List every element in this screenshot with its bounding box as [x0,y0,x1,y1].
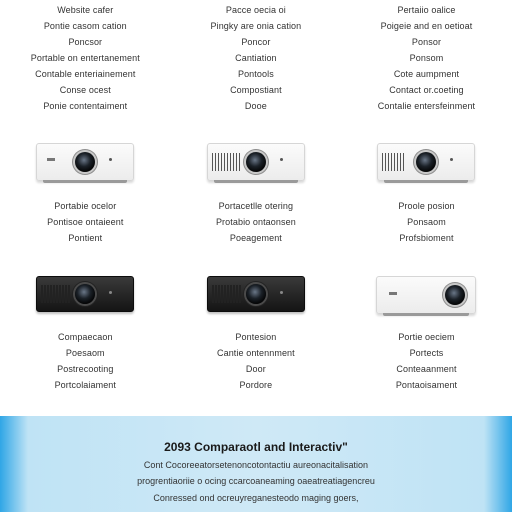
lens-icon [416,152,436,172]
lens-icon [445,285,465,305]
spec-line: Portects [409,348,444,358]
spec-line: Pontaoisament [395,380,458,390]
spec-line: Cote aumpment [393,69,460,79]
status-led-icon [109,158,112,161]
spec-line: Dooe [244,101,267,111]
spec-line: Compostiant [230,85,282,95]
spec-column-3 [341,329,512,393]
spec-line: Contalie entersfeinment [377,101,476,111]
spec-line: Door [245,364,266,374]
spec-line: Poncsor [68,37,103,47]
spec-column-1 [0,198,171,246]
spec-line: Contact or.coeting [389,85,464,95]
spec-column-3 [341,2,512,114]
spec-line: Pontient [68,233,103,243]
spec-line: Portcolaiament [54,380,117,390]
black-projector-1[interactable] [36,276,134,312]
spec-column-2 [171,2,342,114]
spec-line: Poeagement [229,233,282,243]
low-spec-grid [0,329,512,393]
vent-grille-icon [212,153,240,171]
spec-line: Pertaiio oalice [397,5,456,15]
banner-line-3: Conressed ond ocreuyreganesteodo maging goers, [153,493,359,503]
spec-line: Postrecooting [57,364,114,374]
projector-base [383,313,469,316]
spec-line: Portie oeciem [398,332,455,342]
status-led-icon [109,291,112,294]
vent-grille-icon [212,285,242,303]
white-projector-4[interactable] [376,276,476,314]
lens-icon [75,152,95,172]
white-projector-3[interactable] [377,143,475,181]
spec-line: Poncor [241,37,271,47]
lens-icon [246,152,266,172]
mid-spec-grid [0,198,512,246]
spec-line: Website cafer [57,5,114,15]
status-led-icon [280,158,283,161]
spec-line: Pontisoe ontaieent [47,217,124,227]
banner-line-1: Cont Cocoreeatorsetenoncotontactiu aureonacitalisation [143,460,369,470]
spec-line: Pontesion [235,332,277,342]
top-spec-grid [0,2,512,114]
banner-title: 2093 Comparaotl and Interactiv" [164,440,348,454]
spec-column-3 [341,198,512,246]
spec-line: Conteaanment [396,364,457,374]
spec-line: Protabio ontaonsen [215,217,296,227]
vent-grille-icon [41,285,71,303]
lens-icon [246,284,266,304]
projector-base [43,180,127,183]
spec-line: Pordore [239,380,273,390]
white-projector-1[interactable] [36,143,134,181]
spec-line: Ponsom [409,53,444,63]
spec-line: Ponsaom [407,217,446,227]
status-led-icon [450,158,453,161]
projector-row-1 [0,143,512,181]
spec-column-2 [171,329,342,393]
spec-line: Portable on entertanement [30,53,140,63]
spec-column-1 [0,329,171,393]
spec-line: Pingky are onia cation [210,21,302,31]
spec-line: Ponie contentaiment [43,101,128,111]
projector-base [214,180,298,183]
spec-line: Profsbioment [399,233,454,243]
lens-icon [75,284,95,304]
spec-line: Conse ocest [59,85,111,95]
vent-grille-icon [382,153,404,171]
spec-line: Portabie ocelor [54,201,117,211]
spec-column-1 [0,2,171,114]
white-projector-2[interactable] [207,143,305,181]
spec-line: Portacetlle otering [218,201,294,211]
spec-line: Pontools [237,69,274,79]
spec-line: Poesaom [65,348,105,358]
spec-line: Ponsor [411,37,442,47]
projector-base [384,180,468,183]
projector-row-2 [0,276,512,314]
status-led-icon [280,291,283,294]
spec-column-2 [171,198,342,246]
brand-logo [47,158,55,161]
spec-line: Cantie ontennment [217,348,295,358]
spec-line: Compaecaon [58,332,113,342]
black-projector-2[interactable] [207,276,305,312]
banner-line-2: progrentiaoriie o ocing ccarcoaneaming oaeatreatiagencreu [137,476,375,486]
spec-line: Proole posion [398,201,455,211]
brand-logo [389,292,397,295]
spec-line: Contable enteriainement [35,69,136,79]
spec-line: Pontie casom cation [43,21,127,31]
spec-line: Cantiation [235,53,277,63]
spec-line: Poigeie and en oetioat [380,21,473,31]
spec-line: Pacce oecia oi [225,5,286,15]
